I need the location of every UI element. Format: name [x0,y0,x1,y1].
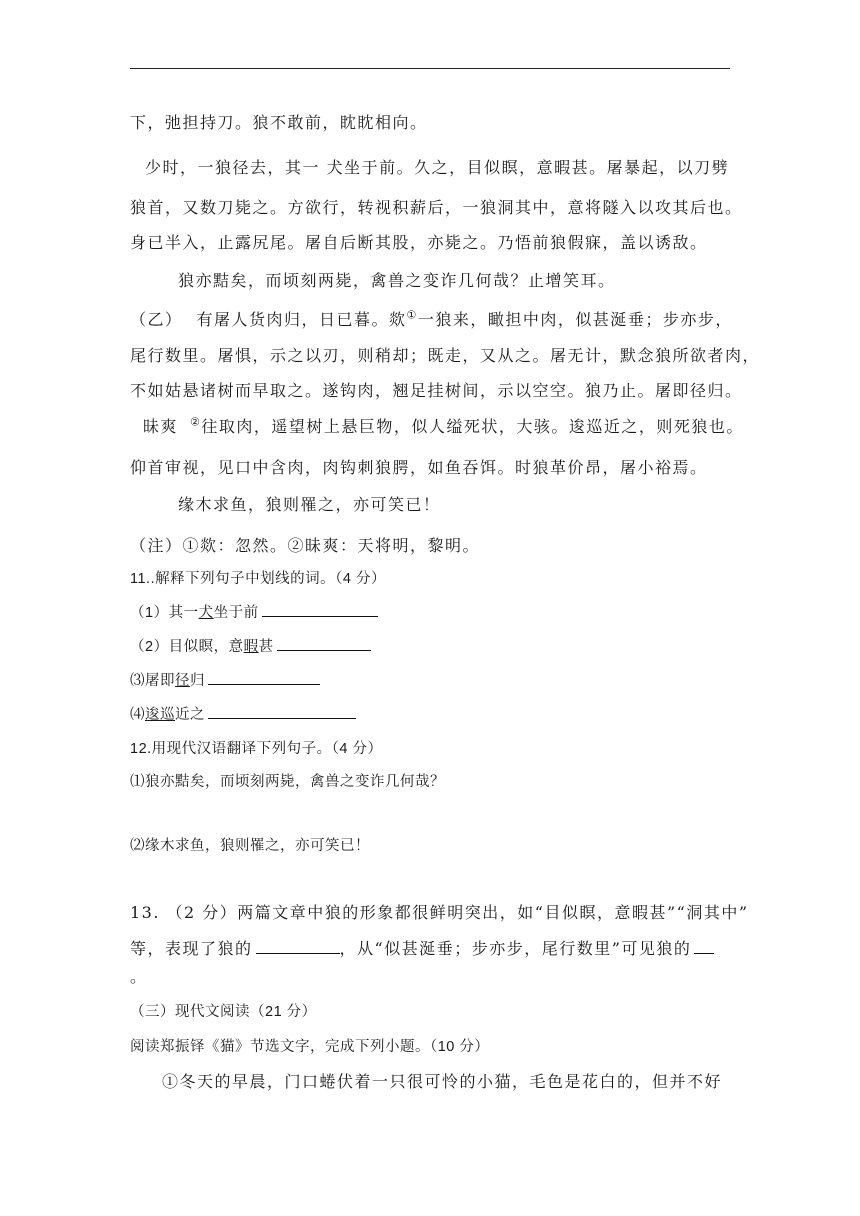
q12-sentence-1: ⑴狼亦黠矣，而顷刻两毙，禽兽之变诈几何哉？ [130,774,445,790]
passage-yi-line-3: 不如姑悬诸树而早取之。遂钩肉，翘足挂树间，示以空空。狼乃止。屠即径归。 [130,381,743,400]
q11-item-1-underlined: 犬 [198,605,214,621]
section3-intro: 阅读郑振铎《猫》节选文字，完成下列小题。（10 分） [130,1039,490,1055]
header-rule [130,68,730,69]
q11-item-4-pre: ⑷ [130,707,145,723]
q11-title: 11..解释下列句子中划线的词。（4 分） [130,571,386,587]
q13-line-2a: 等，表现了狼的 [130,939,253,958]
q11-item-3-underlined: 径 [175,673,190,689]
answer-blank[interactable] [208,670,320,685]
q11-item-4-underlined: 逡巡 [145,707,175,723]
passage-yi-line-1b: 一狼来，瞰担中肉，似甚涎垂；步亦步， [417,310,733,329]
passage-jia-line-3: 狼首，又数刀毙之。方欲行，转视积薪后，一狼洞其中，意将隧入以攻其后也。 [130,198,743,217]
q11-item-1-post: 坐于前 [213,605,259,621]
passage-jia-line-4: 身已半入，止露尻尾。屠自后断其股，亦毙之。乃悟前狼假寐，盖以诱敌。 [130,233,708,252]
q11-item-2 [130,635,371,656]
passage-yi-line-4 [143,414,744,437]
passage-yi-line-1 [130,307,733,330]
q11-item-3-pre: ⑶屠即 [130,673,175,689]
q13-line-3: 。 [130,967,148,986]
q11-item-4 [130,703,356,724]
passage-yi-label: （乙） [130,310,183,329]
answer-blank[interactable] [256,939,340,954]
passage-jia-line-2: 少时，一狼径去，其一 犬坐于前。久之，目似瞑，意暇甚。屠暴起，以刀劈 [145,158,730,177]
q11-item-2-underlined: 暇 [243,639,259,655]
q11-item-1 [130,601,378,622]
answer-blank[interactable] [262,602,378,617]
q11-item-2-post: 甚 [258,639,274,655]
passage-yi-line-5: 仰首审视，见口中含肉，肉钩刺狼腭，如鱼吞饵。时狼革价昂，屠小裕焉。 [130,458,708,477]
footnote-mark-2: ② [190,415,202,429]
q11-item-1-pre: （1）其一 [130,605,199,621]
q12-title: 12.用现代汉语翻译下列句子。（4 分） [130,741,383,757]
passage-jia-line-5: 狼亦黠矣，而顷刻两毙，禽兽之变诈几何哉？止增笑耳。 [178,271,616,290]
section3-paragraph-1: ①冬天的早晨，门口蜷伏着一只很可怜的小猫，毛色是花白的，但并不好 [162,1072,723,1091]
passage-yi-line-1a: 有屠人货肉归，日已暮。欻 [196,310,407,329]
passage-yi-line-4a: 昧爽 [143,417,179,436]
passage-yi-note: （注）①欻：忽然。②昧爽：天将明，黎明。 [130,536,481,555]
passage-yi-line-6: 缘木求鱼，狼则罹之，亦可笑已！ [178,495,441,514]
q11-item-4-post: 近之 [175,707,205,723]
q12-sentence-2: ⑵缘木求鱼，狼则罹之，亦可笑已！ [130,838,370,854]
answer-blank[interactable] [694,939,714,954]
q13-line-2b: ，从“似甚涎垂；步亦步，尾行数里”可见狼的 [339,939,692,958]
footnote-mark-1: ① [406,308,418,322]
q11-item-3-post: 归 [190,673,205,689]
passage-yi-line-2: 尾行数里。屠惧，示之以刃，则稍却；既走，又从之。屠无计，默念狼所欲者肉， [130,346,761,365]
answer-blank[interactable] [277,636,371,651]
q13-line-1: 13. （2 分）两篇文章中狼的形象都很鲜明突出，如“目似瞑，意暇甚”“洞其中” [130,903,749,922]
section3-heading: （三）现代文阅读（21 分） [130,1004,317,1020]
passage-yi-line-4b: 往取肉，遥望树上悬巨物，似人缢死状，大骇。逡巡近之，则死狼也。 [201,417,744,436]
q11-item-3 [130,669,320,690]
passage-jia-line-1: 下，弛担持刀。狼不敢前，眈眈相向。 [130,113,428,132]
q13-line-2 [130,936,714,959]
q11-item-2-pre: （2）目似瞑，意 [130,639,244,655]
answer-blank[interactable] [208,704,356,719]
